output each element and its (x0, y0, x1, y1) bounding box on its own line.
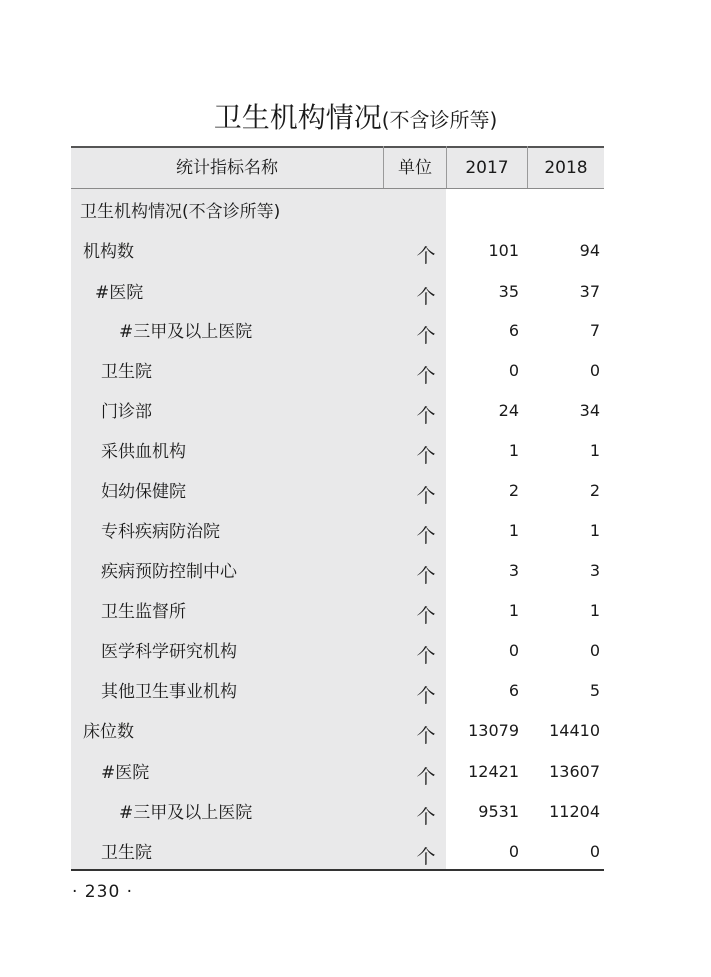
row-name: #三甲及以上医院 (119, 803, 253, 823)
table-row (71, 758, 604, 798)
row-name: 门诊部 (101, 402, 152, 422)
row-value-2018: 11204 (549, 802, 600, 821)
row-value-2018: 7 (589, 321, 600, 340)
header-2017: 2017 (465, 158, 509, 178)
table-row (71, 278, 604, 318)
row-unit: 个 (416, 405, 436, 427)
row-value-2018: 0 (589, 641, 600, 660)
row-unit: 个 (416, 445, 436, 467)
row-value-2017: 6 (508, 681, 519, 700)
row-value-2018: 1 (589, 441, 600, 460)
table-row (71, 798, 604, 838)
row-value-2017: 1 (508, 521, 519, 540)
section-label: 卫生机构情况(不含诊所等) (80, 202, 281, 222)
row-name: 卫生监督所 (101, 602, 186, 622)
row-unit: 个 (416, 846, 436, 868)
table-row (71, 677, 604, 717)
row-unit: 个 (416, 645, 436, 667)
header-2018: 2018 (544, 158, 588, 178)
row-name: 医学科学研究机构 (101, 642, 237, 662)
page-title (0, 96, 711, 136)
row-name: 卫生院 (101, 362, 152, 382)
header-name: 统计指标名称 (176, 158, 278, 178)
row-name: 妇幼保健院 (101, 482, 186, 502)
title-sub: (不含诊所等) (381, 108, 498, 132)
table-row (71, 317, 604, 357)
row-value-2018: 2 (589, 481, 600, 500)
row-value-2017: 35 (498, 282, 519, 301)
row-unit: 个 (416, 245, 436, 267)
row-name: 机构数 (83, 242, 134, 262)
section-row (71, 197, 604, 237)
row-name: 专科疾病防治院 (101, 522, 220, 542)
row-value-2018: 14410 (549, 721, 600, 740)
row-value-2017: 0 (508, 842, 519, 861)
table-row (71, 597, 604, 637)
row-value-2018: 3 (589, 561, 600, 580)
row-value-2017: 101 (488, 241, 519, 260)
row-name: 疾病预防控制中心 (101, 562, 237, 582)
table-row (71, 717, 604, 757)
table-row (71, 838, 604, 878)
row-name: 卫生院 (101, 843, 152, 863)
table-row (71, 357, 604, 397)
row-value-2017: 13079 (468, 721, 519, 740)
table-row (71, 397, 604, 437)
row-unit: 个 (416, 685, 436, 707)
row-value-2018: 34 (579, 401, 600, 420)
row-unit: 个 (416, 605, 436, 627)
row-value-2018: 5 (589, 681, 600, 700)
row-value-2017: 2 (508, 481, 519, 500)
row-value-2018: 37 (579, 282, 600, 301)
title-main: 卫生机构情况 (213, 101, 382, 134)
row-value-2017: 9531 (478, 802, 519, 821)
row-value-2018: 1 (589, 521, 600, 540)
row-value-2017: 24 (498, 401, 519, 420)
row-unit: 个 (416, 286, 436, 308)
row-value-2017: 12421 (468, 762, 519, 781)
row-unit: 个 (416, 565, 436, 587)
header-unit: 单位 (398, 158, 432, 178)
row-unit: 个 (416, 525, 436, 547)
row-unit: 个 (416, 325, 436, 347)
row-value-2017: 0 (508, 361, 519, 380)
row-name: #医院 (95, 283, 144, 303)
row-value-2018: 0 (589, 361, 600, 380)
row-name: 采供血机构 (101, 442, 186, 462)
table-header-rule (71, 188, 604, 189)
row-name: 床位数 (83, 722, 134, 742)
row-value-2018: 0 (589, 842, 600, 861)
row-name: #医院 (101, 763, 150, 783)
row-unit: 个 (416, 485, 436, 507)
row-unit: 个 (416, 806, 436, 828)
row-value-2017: 6 (508, 321, 519, 340)
row-name: #三甲及以上医院 (119, 322, 253, 342)
table-row (71, 437, 604, 477)
row-unit: 个 (416, 725, 436, 747)
row-value-2018: 13607 (549, 762, 600, 781)
row-value-2018: 94 (579, 241, 600, 260)
table-row (71, 517, 604, 557)
table-row (71, 237, 604, 277)
row-value-2017: 1 (508, 601, 519, 620)
row-value-2017: 1 (508, 441, 519, 460)
table-row (71, 477, 604, 517)
row-value-2017: 0 (508, 641, 519, 660)
row-value-2017: 3 (508, 561, 519, 580)
table-row (71, 637, 604, 677)
row-unit: 个 (416, 365, 436, 387)
table-bottom-rule (71, 869, 604, 871)
page-number: · 230 · (72, 882, 134, 902)
row-unit: 个 (416, 766, 436, 788)
table-row (71, 557, 604, 597)
row-name: 其他卫生事业机构 (101, 682, 237, 702)
row-value-2018: 1 (589, 601, 600, 620)
